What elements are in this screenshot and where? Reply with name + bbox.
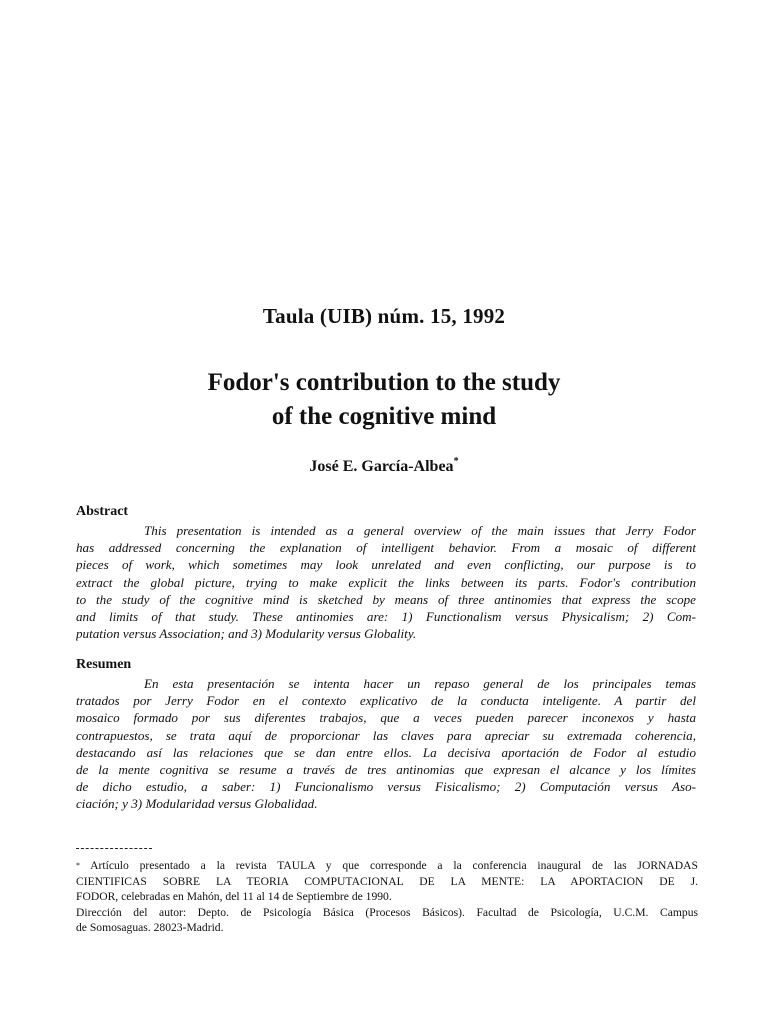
- resumen-line: ciación; y 3) Modularidad versus Globalidad.: [76, 796, 318, 812]
- resumen-line: contrapuestos, se trata aquí de proporcionar las claves para apreciar su extremada coherencia,: [76, 727, 696, 743]
- footnote-line: de Somosaguas. 28023-Madrid.: [76, 921, 224, 934]
- resumen-line: mosaico formado por sus diferentes trabajos, que a veces pueden parecer inconexos y hasta: [76, 710, 696, 726]
- footnote-line: [76, 858, 698, 874]
- footnote-line: Dirección del autor: Depto. de Psicología Básica (Procesos Básicos). Facultad de Psicología, U.C.M. Campus: [76, 905, 698, 919]
- footnote-line: FODOR, celebradas en Mahón, del 11 al 14 de Septiembre de 1990.: [76, 890, 392, 903]
- abstract-line: putation versus Association; and 3) Modularity versus Globality.: [76, 626, 417, 642]
- footnote-text: Artículo presentado a la revista TAULA y que corresponde a la conferencia inaugural de las JORNADAS: [90, 859, 698, 872]
- resumen-line: de dicho estudio, a saber: 1) Funcionalismo versus Fisicalismo; 2) Computación versus Aso-: [76, 779, 696, 795]
- paper-title-line-1: Fodor's contribution to the study: [207, 369, 561, 396]
- resumen-section: [76, 656, 696, 813]
- abstract-section: [76, 503, 696, 642]
- paper-title: [0, 366, 768, 434]
- resumen-line: tratados por Jerry Fodor en el contexto explicativo de la conducta inteligente. A partir del: [76, 693, 696, 709]
- resumen-line: En esta presentación se intenta hacer un repaso general de los principales temas: [144, 676, 696, 691]
- abstract-line: This presentation is intended as a general overview of the main issues that Jerry Fodor: [144, 523, 696, 538]
- footnote-mark: *: [76, 861, 80, 870]
- abstract-line: extract the global picture, trying to make explicit the links between its parts. Fodor's contribution: [76, 574, 696, 590]
- abstract-line: to the study of the cognitive mind is sketched by means of three antinomies that express the scope: [76, 591, 696, 607]
- footnote-divider: [76, 848, 152, 849]
- footnote: [76, 858, 698, 936]
- abstract-heading: Abstract: [76, 504, 129, 519]
- resumen-body: [76, 675, 696, 813]
- abstract-line: has addressed concerning the explanation of intelligent behavior. From a mosaic of different: [76, 540, 696, 556]
- resumen-line: destacando así las relaciones que se dan entre ellos. La decisiva aportación de Fodor al estudio: [76, 744, 696, 760]
- author-line: [0, 458, 768, 476]
- journal-citation: Taula (UIB) núm. 15, 1992: [262, 304, 506, 328]
- resumen-line: de la mente cognitiva se resume a través de tres antinomias que expresan el alcance y los límites: [76, 762, 696, 778]
- footnote-line: CIENTIFICAS SOBRE LA TEORIA COMPUTACIONAL DE LA MENTE: LA APORTACION DE J.: [76, 874, 698, 888]
- abstract-line: pieces of work, which sometimes may look unrelated and even conflicting, our purpose is to: [76, 557, 696, 573]
- paper-title-line-2: of the cognitive mind: [271, 403, 497, 430]
- author-footnote-mark: *: [453, 456, 459, 467]
- abstract-body: [76, 522, 696, 642]
- author-name: José E. García-Albea: [309, 458, 454, 475]
- abstract-line: and limits of that study. These antinomies are: 1) Functionalism versus Physicalism; 2) Com-: [76, 609, 696, 625]
- resumen-heading: Resumen: [76, 657, 132, 672]
